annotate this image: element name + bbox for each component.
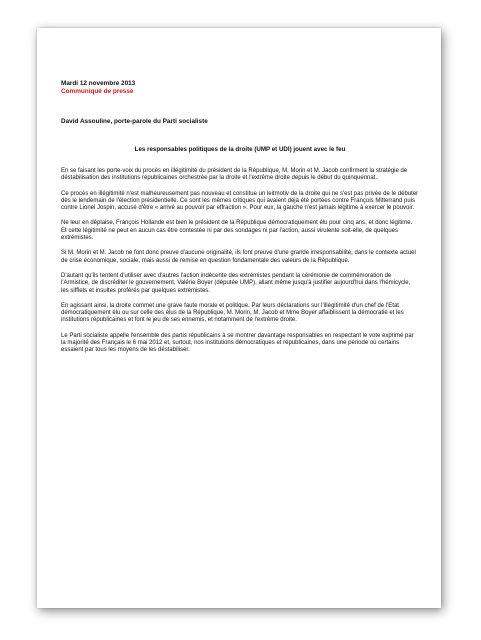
body-paragraph: Si M. Morin et M. Jacob ne font donc preuve d'aucune originalité, ils font preuve d'une grande irresponsabilité, dans le contexte actuel de crise économique, sociale, mais aussi de remise en question fondamentale des valeurs de la République. <box>61 250 416 264</box>
page-content <box>61 80 419 363</box>
body-paragraph: D'autant qu'ils tentent d'utiliser avec d'autres l'action indécente des extrémistes pendant la cérémonie de commémoration de l'Armistice, de discréditer le gouvernement, Valérie Boyer (députée UMP), allant même jusqu'à justifier aujourd'hui dans l'hémicycle, les sifflets et insultes proférés par quelques extrémistes. <box>61 272 411 294</box>
release-body <box>61 168 419 355</box>
body-paragraph: Ce procès en illégitimité n'est malheureusement pas nouveau et constitue un leitmotiv de la droite qui ne s'est pas privée de le débuter dès le lendemain de l'élection présidentielle. Ce sont les mêmes critiques qui avaient déjà été portées contre François Mitterrand puis contre Lionel Jospin, accusé d'être « arrivé au pouvoir par effraction ». Pour eux, la gauche n'est jamais légitime à exercer le pouvoir. <box>61 190 419 212</box>
body-paragraph: Le Parti socialiste appelle l'ensemble des partis républicains à se montrer davantage responsables en respectant le vote exprimé par la majorité des Français le 6 mai 2012 et, surtout, nos institutions démocratiques et républicaines, dans une période où certains essaient par tous les moyens de les déstabiliser. <box>61 332 414 354</box>
release-headline: Les responsables politiques de la droite (UMP et UDI) jouent avec le feu <box>134 146 346 153</box>
release-type: Communiqué de presse <box>61 88 134 95</box>
document-page <box>37 28 441 608</box>
release-date: Mardi 12 novembre 2013 <box>61 80 136 87</box>
body-paragraph: En agissant ainsi, la droite commet une grave faute morale et politique. Par leurs déclarations sur l'illégitimité d'un chef de l'Etat démocratiquement élu ou sur celle des élus de la République, M. Morin, M. Jacob et Mme Boyer affaiblissent la démocratie et les institutions républicaines et font le jeu de ses ennemis, et notamment de l'extrême droite. <box>61 302 404 324</box>
body-paragraph: En se faisant les porte-voix du procès en illégitimité du président de la République, M. Morin et M. Jacob confirment la stratégie de déstabilisation des institutions républicaines orchestrée par la droite et l'extrême droite depuis le début du quinquennat. <box>61 168 408 182</box>
release-author: David Assouline, porte-parole du Parti socialiste <box>61 118 208 125</box>
body-paragraph: Ne leur en déplaise, François Hollande est bien le président de la République démocratiquement élu pour cinq ans, et donc légitime. Et cette légitimité ne peut en aucun cas être contestée ni par des sondages ni par l'action, aussi virulente soit-elle, de quelques extrémistes. <box>61 220 413 242</box>
